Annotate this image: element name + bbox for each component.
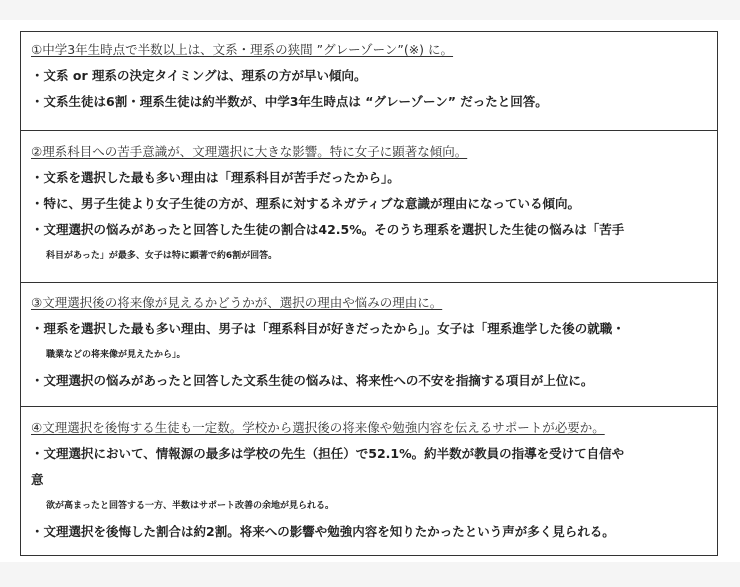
section-3-line-1: ・理系を選択した最も多い理由、男子は「理系科目が好きだったから」。女子は「理系進学した後の就職・ [31,321,625,336]
section-4-line-1: ・文理選択において、情報源の最多は学校の先生（担任）で52.1%。約半数が教員の指導を受けて自信や [31,446,625,461]
section-4-line-4: ・文理選択を後悔した割合は約2割。将来への影響や勉強内容を知りたかったという声が多く見られる。 [31,524,615,539]
section-4-line-2: 意 [31,472,44,487]
section-1-line-2: ・文系生徒は6割・理系生徒は約半数が、中学3年生時点は “グレーゾーン” だったと回答。 [31,94,548,109]
section-2-heading: ②理系科目への苦手意識が、文理選択に大きな影響。特に女子に顕著な傾向。 [31,144,468,159]
section-2-line-3: ・文理選択の悩みがあったと回答した生徒の割合は42.5%。そのうち理系を選択した生徒の悩みは「苦手 [31,222,625,237]
section-3-line-3: ・文理選択の悩みがあったと回答した文系生徒の悩みは、将来性への不安を指摘する項目が上位に。 [31,373,594,388]
summary-box [20,31,718,556]
top-band [0,0,740,20]
section-4-heading: ④文理選択を後悔する生徒も一定数。学校から選択後の将来像や勉強内容を伝えるサポートが必要か。 [31,420,605,435]
section-divider [21,406,717,407]
section-2-line-1: ・文系を選択した最も多い理由は「理系科目が苦手だったから」。 [31,170,400,185]
section-divider [21,130,717,131]
section-divider [21,282,717,283]
section-4 [21,420,717,545]
section-1 [21,42,717,115]
section-2-line-2: ・特に、男子生徒より女子生徒の方が、理系に対するネガティブな意識が理由になっている傾向。 [31,196,581,211]
section-1-heading: ①中学3年生時点で半数以上は、文系・理系の狭間 ”グレーゾーン”(※) に。 [31,42,454,57]
section-1-line-1: ・文系 or 理系の決定タイミングは、理系の方が早い傾向。 [31,68,367,83]
section-3-line-2: 職業などの将来像が見えたから」。 [46,350,186,360]
section-3-heading: ③文理選択後の将来像が見えるかどうかが、選択の理由や悩みの理由に。 [31,295,443,310]
section-4-line-3: 欲が高まったと回答する一方、半数はサポート改善の余地が見られる。 [46,501,335,511]
section-3 [21,295,717,394]
section-2 [21,144,717,269]
bottom-band [0,562,740,587]
section-2-line-4: 科目があった」が最多、女子は特に顕著で約6割が回答。 [46,251,278,261]
